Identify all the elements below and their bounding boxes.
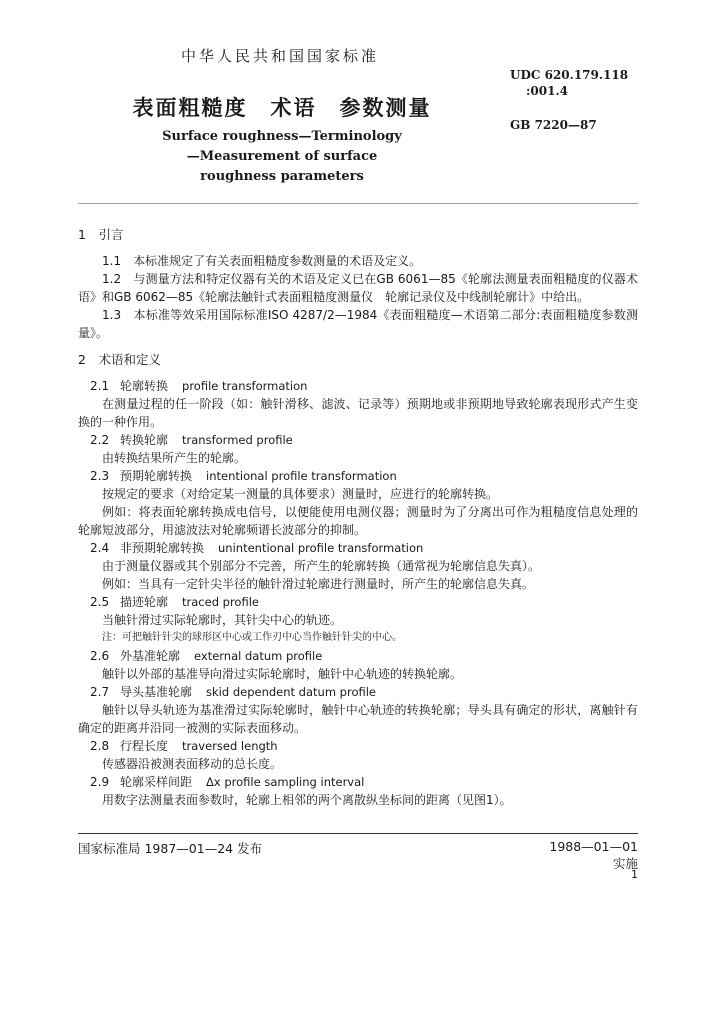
term-entry: [78, 431, 638, 467]
term-number: 2.9: [90, 775, 110, 789]
issuing-country-title: 中华人民共和国国家标准: [180, 47, 379, 65]
document-title-en-line1: Surface roughness—Terminology: [162, 129, 402, 144]
term-note: 注：可把触针针尖的球形区中心或工作刃中心当作触针针尖的中心。: [102, 632, 402, 643]
term-entry: [78, 467, 638, 539]
term-entry: [78, 377, 638, 431]
term-name-en: traced profile: [182, 595, 259, 609]
term-entry: [78, 737, 638, 773]
clause-1-1: 1.1 本标准规定了有关表面粗糙度参数测量的术语及定义。: [102, 254, 422, 268]
section-2-heading: 2 术语和定义: [78, 352, 161, 367]
clause-1-3: 1.3 本标准等效采用国际标准ISO 4287/2—1984《表面粗糙度—术语第二部分:表面粗糙度参数测量》。: [78, 308, 638, 340]
term-number: 2.4: [90, 541, 110, 555]
term-name-en: profile transformation: [182, 379, 308, 393]
term-definition: 例如：将表面轮廓转换成电信号，以便能使用电测仪器；测量时为了分离出可作为粗糙度信息处理的轮廓短波部分，用滤波法对轮廓频谱长波部分的抑制。: [78, 505, 638, 537]
term-definition: 用数字法测量表面参数时，轮廓上相邻的两个离散纵坐标间的距离（见图1）。: [102, 793, 512, 807]
page-number: 1: [631, 868, 638, 881]
term-definition: 按规定的要求（对给定某一测量的具体要求）测量时，应进行的轮廓转换。: [102, 487, 499, 501]
term-name-en: Δx profile sampling interval: [206, 775, 365, 789]
term-entry: [78, 647, 638, 683]
document-body: [78, 226, 638, 809]
term-name-cn: 预期轮廓转换: [120, 469, 193, 483]
term-definition: 在测量过程的任一阶段（如：触针滑移、滤波、记录等）预期地或非预期地导致轮廓表现形式产生变换的一种作用。: [78, 397, 638, 429]
term-entry: [78, 683, 638, 737]
term-number: 2.1: [90, 379, 110, 393]
issue-date: 国家标准局 1987—01—24 发布: [78, 841, 263, 856]
term-heading: [78, 683, 638, 701]
clause-1-2: 1.2 与测量方法和特定仪器有关的术语及定义已在GB 6061—85《轮廓法测量表面粗糙度的仪器术语》和GB 6062—85《轮廓法触针式表面粗糙度测量仪 轮廓记录仪及中线制轮廓计》中给出。: [78, 272, 638, 304]
term-entry: [78, 593, 638, 647]
term-heading: [78, 377, 638, 395]
term-number: 2.2: [90, 433, 110, 447]
document-title-en-line2: —Measurement of surface: [186, 149, 378, 164]
terms-list: [78, 377, 638, 809]
term-name-en: traversed length: [182, 739, 278, 753]
term-heading: [78, 467, 638, 485]
term-number: 2.8: [90, 739, 110, 753]
term-heading: [78, 647, 638, 665]
udc-code-line1: UDC 620.179.118: [510, 68, 629, 82]
term-name-en: intentional profile transformation: [206, 469, 397, 483]
term-entry: [78, 539, 638, 593]
term-name-cn: 轮廓采样间距: [120, 775, 193, 789]
udc-code-line2: :001.4: [526, 84, 569, 98]
term-number: 2.7: [90, 685, 110, 699]
term-name-cn: 行程长度: [120, 739, 169, 753]
term-name-en: unintentional profile transformation: [218, 541, 424, 555]
term-definition: 例如：当具有一定针尖半径的触针滑过轮廓进行测量时，所产生的轮廓信息失真。: [102, 577, 535, 591]
term-name-cn: 转换轮廓: [120, 433, 169, 447]
term-number: 2.5: [90, 595, 110, 609]
term-name-en: external datum profile: [194, 649, 323, 663]
term-heading: [78, 431, 638, 449]
term-name-en: skid dependent datum profile: [206, 685, 377, 699]
header-divider: [78, 203, 638, 204]
term-heading: [78, 593, 638, 611]
term-definition: 当触针滑过实际轮廓时，其针尖中心的轨迹。: [102, 613, 343, 627]
term-definition: 触针以导头轨迹为基准滑过实际轮廓时，触针中心轨迹的转换轮廓；导头具有确定的形状，离触针有确定的距离并沿同一被测的实际表面移动。: [78, 703, 638, 735]
term-heading: [78, 773, 638, 791]
document-title-cn: 表面粗糙度 术语 参数测量: [132, 96, 432, 120]
term-name-cn: 导头基准轮廓: [120, 685, 193, 699]
term-heading: [78, 539, 638, 557]
term-definition: 传感器沿被测表面移动的总长度。: [102, 757, 283, 771]
term-name-cn: 轮廓转换: [120, 379, 169, 393]
term-name-cn: 描迹轮廓: [120, 595, 169, 609]
footer-divider: [78, 833, 638, 834]
section-1-heading: 1 引言: [78, 227, 124, 242]
term-name-cn: 外基准轮廓: [120, 649, 181, 663]
term-name-cn: 非预期轮廓转换: [120, 541, 205, 555]
document-title-en-line3: roughness parameters: [200, 169, 364, 184]
term-definition: 由于测量仪器或其个别部分不完善，所产生的轮廓转换（通常视为轮廓信息失真）。: [102, 559, 541, 573]
term-name-en: transformed profile: [182, 433, 293, 447]
term-entry: [78, 773, 638, 809]
term-number: 2.3: [90, 469, 110, 483]
term-definition: 由转换结果所产生的轮廓。: [102, 451, 247, 465]
term-definition: 触针以外部的基准导向滑过实际轮廓时，触针中心轨迹的转换轮廓。: [102, 667, 463, 681]
gb-standard-code: GB 7220—87: [510, 118, 597, 132]
effective-date: 1988—01—01 实施: [549, 839, 638, 871]
term-heading: [78, 737, 638, 755]
term-number: 2.6: [90, 649, 110, 663]
